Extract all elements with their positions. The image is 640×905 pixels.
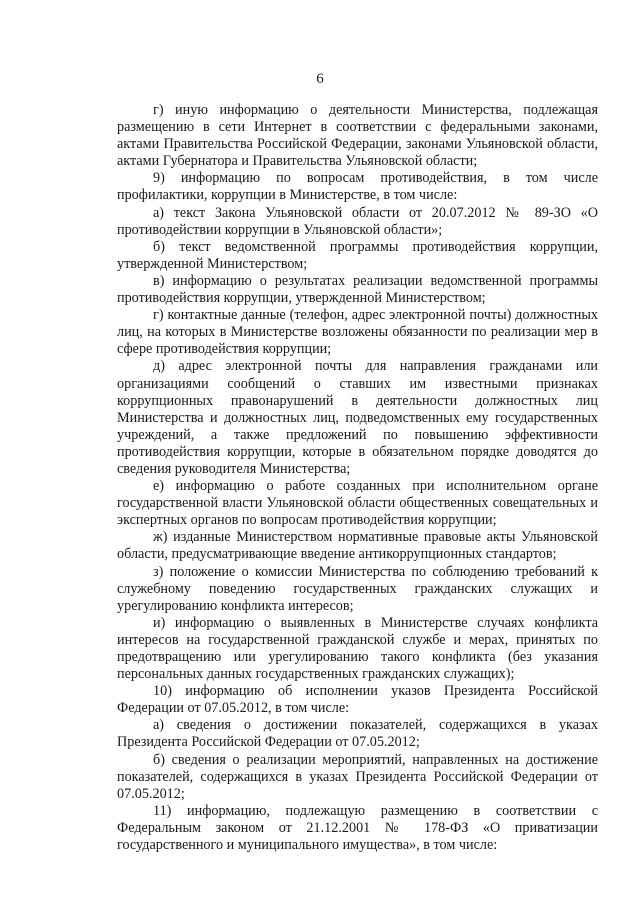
document-body: [117, 102, 598, 854]
paragraph: д) адрес электронной почты для направления гражданами или организациями сообщений о ставших им известными признаках коррупционных правонарушений в деятельности должностных лиц Министерства и должностных лиц, подведомственных ему государственных учреждений, а также предложений по повышению эффективности противодействия коррупции, которые в обязательном порядке доводятся до сведения руководителя Министерства;: [117, 358, 598, 477]
paragraph: а) сведения о достижении показателей, содержащихся в указах Президента Российской Федерации от 07.05.2012;: [117, 717, 598, 751]
paragraph: б) сведения о реализации мероприятий, направленных на достижение показателей, содержащихся в указах Президента Российской Федерации от 07.05.2012;: [117, 751, 598, 802]
paragraph: 11) информацию, подлежащую размещению в соответствии с Федеральным законом от 21.12.2001 № 178-ФЗ «О приватизации государственного и муниципального имущества», в том числе:: [117, 802, 598, 854]
paragraph: в) информацию о результатах реализации ведомственной программы противодействия коррупции, утвержденной Министерством;: [117, 272, 598, 307]
paragraph: а) текст Закона Ульяновской области от 20.07.2012 № 89-ЗО «О противодействии коррупции в Ульяновской области»;: [117, 204, 598, 238]
paragraph: б) текст ведомственной программы противодействия коррупции, утвержденной Министерством;: [117, 238, 598, 272]
paragraph: 10) информацию об исполнении указов Президента Российской Федерации от 07.05.2012, в том числе:: [117, 683, 598, 717]
page-number: 6: [316, 71, 324, 87]
paragraph: ж) изданные Министерством нормативные правовые акты Ульяновской области, предусматривающие введение антикоррупционных стандартов;: [117, 529, 598, 563]
paragraph: 9) информацию по вопросам противодействия, в том числе профилактики, коррупции в Министерстве, в том числе:: [117, 170, 598, 204]
paragraph: г) контактные данные (телефон, адрес электронной почты) должностных лиц, на которых в Министерстве возложены обязанности по реализации мер в сфере противодействия коррупции;: [117, 307, 598, 358]
paragraph: г) иную информацию о деятельности Министерства, подлежащая размещению в сети Интернет в соответствии с федеральными законами, актами Правительства Российской Федерации, законами Ульяновской области, актами Губернатора и Правительства Ульяновской области;: [117, 102, 598, 170]
paragraph: з) положение о комиссии Министерства по соблюдению требований к служебному поведению государственных гражданских служащих и урегулированию конфликта интересов;: [117, 563, 598, 614]
paragraph: е) информацию о работе созданных при исполнительном органе государственной власти Ульяновской области общественных совещательных и экспертных органов по вопросам противодействия коррупции;: [117, 478, 598, 529]
paragraph: и) информацию о выявленных в Министерстве случаях конфликта интересов на государственной гражданской службе и мерах, принятых по предотвращению или урегулированию такого конфликта (без указания персональных данных государственных гражданских служащих);: [117, 614, 598, 683]
